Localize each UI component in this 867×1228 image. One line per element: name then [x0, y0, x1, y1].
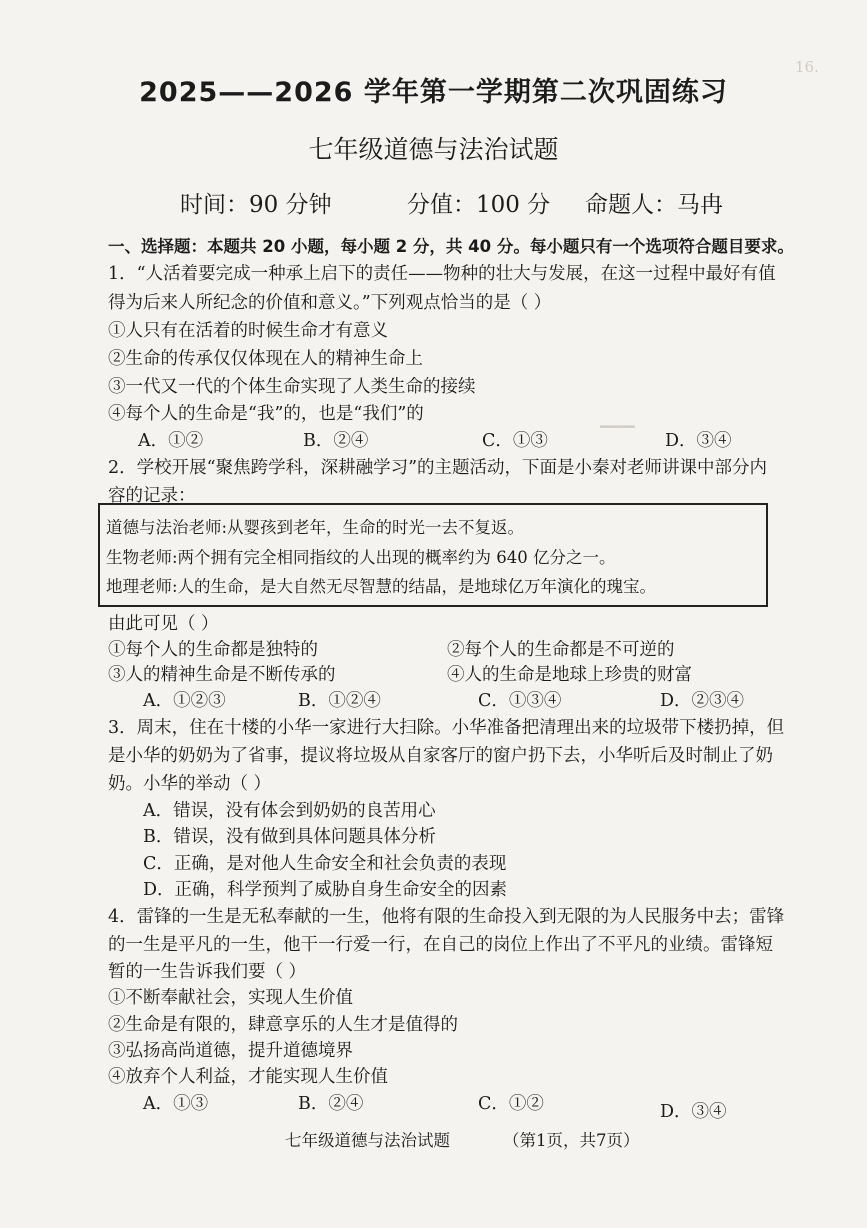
exam-score: 分值：100 分: [407, 192, 551, 218]
q4-statement: ①不断奉献社会，实现人生价值: [108, 988, 353, 1008]
q2-option-b: B．①②④: [298, 691, 381, 711]
q2-record-box: [98, 503, 768, 607]
q4-stem-line: 4．雷锋的一生是无私奉献的一生，他将有限的生命投入到无限的为人民服务中去；雷锋: [108, 907, 785, 927]
footer-page-number: （第1页，共7页）: [503, 1131, 640, 1150]
q4-option-c: C．①②: [478, 1094, 544, 1114]
q3-stem-line: 是小华的奶奶为了省事，提议将垃圾从自家客厅的窗户扔下去，小华听后及时制止了奶: [108, 746, 773, 766]
q3-option-c: C．正确，是对他人生命安全和社会负责的表现: [143, 854, 507, 874]
section-heading: 一、选择题：本题共 20 小题，每小题 2 分，共 40 分。每小题只有一个选项符合题目要求。: [108, 237, 794, 256]
q1-statement: ③一代又一代的个体生命实现了人类生命的接续: [108, 377, 476, 397]
q4-option-a: A．①③: [143, 1094, 209, 1114]
q1-statement: ②生命的传承仅仅体现在人的精神生命上: [108, 349, 423, 369]
q2-stem-line: 2．学校开展“聚焦跨学科，深耕融学习”的主题活动，下面是小秦对老师讲课中部分内: [108, 458, 768, 478]
q3-stem-line: 奶。小华的举动（ ）: [108, 774, 272, 794]
bleed-through-mark: 16.: [795, 58, 819, 76]
q2-record-line: 地理老师:人的生命，是大自然无尽智慧的结晶，是地球亿万年演化的瑰宝。: [106, 577, 657, 596]
bleed-through-mark: ▁▁▁: [600, 410, 635, 428]
footer-label: 七年级道德与法治试题: [285, 1131, 450, 1150]
q4-statement: ③弘扬高尚道德，提升道德境界: [108, 1041, 353, 1061]
q4-stem-line: 暂的一生告诉我们要（ ）: [108, 962, 307, 982]
q4-stem-line: 的一生是平凡的一生，他干一行爱一行，在自己的岗位上作出了不平凡的业绩。雷锋短: [108, 935, 773, 955]
q1-statement: ①人只有在活着的时候生命才有意义: [108, 321, 388, 341]
exam-author: 命题人：马冉: [585, 192, 723, 218]
q1-stem-line: 1．“人活着要完成一种承上启下的责任——物种的壮大与发展，在这一过程中最好有值: [108, 264, 776, 284]
exam-subtitle: 七年级道德与法治试题: [308, 135, 559, 164]
q4-statement: ②生命是有限的，肆意享乐的人生才是值得的: [108, 1015, 458, 1035]
q2-statement: ③人的精神生命是不断传承的: [108, 665, 336, 685]
q2-statement: ②每个人的生命都是不可逆的: [447, 640, 675, 660]
q3-option-b: B．错误，没有做到具体问题具体分析: [143, 827, 436, 847]
exam-time: 时间：90 分钟: [180, 192, 332, 218]
q3-option-a: A．错误，没有体会到奶奶的良苦用心: [143, 801, 436, 821]
q1-option-b: B．②④: [303, 431, 369, 451]
q2-option-d: D．②③④: [660, 691, 745, 711]
q2-record-line: 道德与法治老师:从婴孩到老年，生命的时光一去不复返。: [106, 518, 525, 537]
q2-statement: ①每个人的生命都是独特的: [108, 640, 318, 660]
q4-statement: ④放弃个人利益，才能实现人生价值: [108, 1067, 388, 1087]
q2-stem-line: 容的记录：: [108, 486, 196, 506]
q1-option-a: A．①②: [138, 431, 204, 451]
q1-option-c: C．①③: [482, 431, 548, 451]
q2-lead: 由此可见（ ）: [108, 614, 219, 634]
q3-stem-line: 3．周末，住在十楼的小华一家进行大扫除。小华准备把清理出来的垃圾带下楼扔掉，但: [108, 718, 785, 738]
q4-option-b: B．②④: [298, 1094, 364, 1114]
q2-option-c: C．①③④: [478, 691, 562, 711]
q1-statement: ④每个人的生命是“我”的，也是“我们”的: [108, 404, 424, 424]
q3-option-d: D．正确，科学预判了威胁自身生命安全的因素: [143, 880, 508, 900]
q4-option-d: D．③④: [660, 1102, 727, 1122]
q1-option-d: D．③④: [665, 431, 732, 451]
q2-statement: ④人的生命是地球上珍贵的财富: [447, 665, 692, 685]
q2-option-a: A．①②③: [143, 691, 226, 711]
exam-title: 2025——2026 学年第一学期第二次巩固练习: [139, 77, 728, 108]
q2-record-line: 生物老师:两个拥有完全相同指纹的人出现的概率约为 640 亿分之一。: [106, 548, 616, 567]
q1-stem-line: 得为后来人所纪念的价值和意义。”下列观点恰当的是（ ）: [108, 293, 552, 313]
